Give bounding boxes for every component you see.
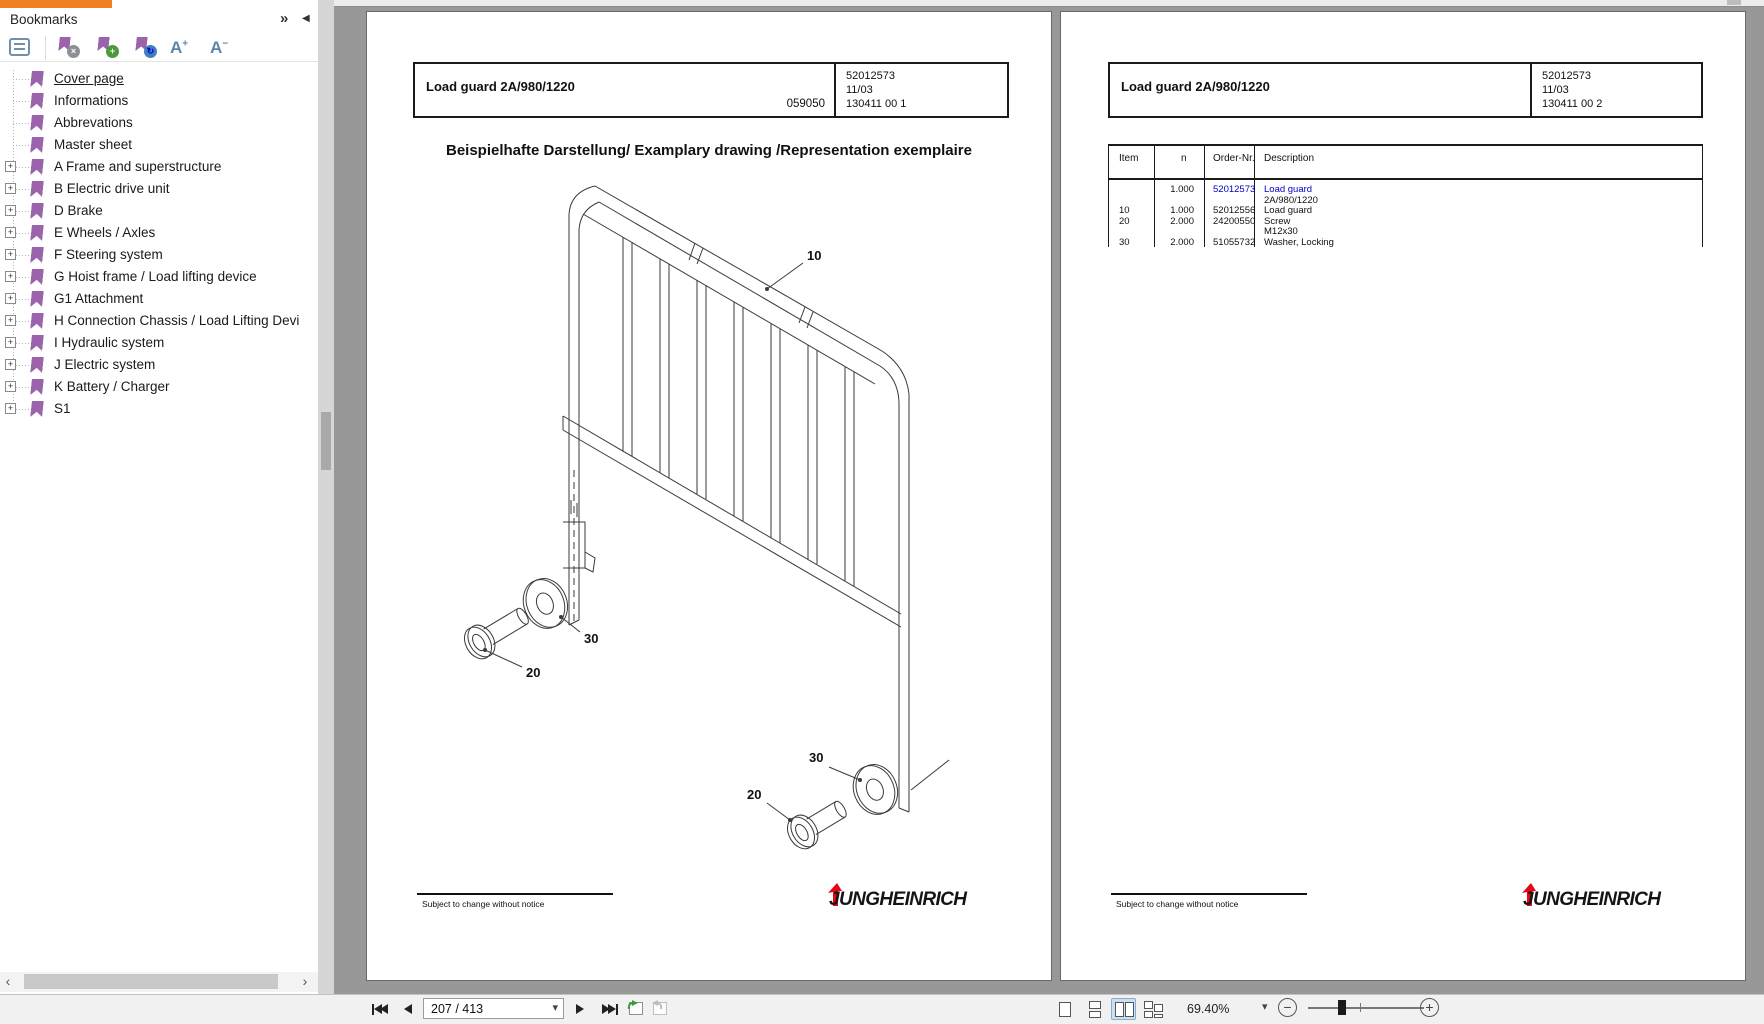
zoom-slider-tick [1360, 1003, 1361, 1012]
bookmark-item[interactable] [0, 156, 318, 178]
bookmark-item[interactable] [0, 398, 318, 420]
pdf-page-right [1060, 11, 1746, 981]
footer-note: Subject to change without notice [422, 899, 545, 909]
bookmark-label[interactable]: J Electric system [54, 357, 156, 372]
expand-plus-icon[interactable]: + [5, 205, 16, 216]
find-current-bookmark-button[interactable] [134, 37, 158, 59]
bookmark-item[interactable] [0, 332, 318, 354]
zoom-in-button[interactable]: + [1420, 998, 1439, 1017]
drawing-number: 130411 00 2 [1542, 98, 1603, 110]
expand-plus-icon[interactable]: + [5, 161, 16, 172]
expand-plus-icon[interactable]: + [5, 271, 16, 282]
bookmark-flag-icon [30, 291, 44, 307]
bookmark-label[interactable]: A Frame and superstructure [54, 159, 222, 174]
bookmark-label[interactable]: G1 Attachment [54, 291, 144, 306]
toolbar-cutoff-mark [1727, 0, 1741, 5]
cell-item: 30 [1119, 236, 1130, 248]
right-page-header-table [1108, 62, 1703, 118]
callout-30-right: 30 [809, 750, 824, 765]
zoom-out-button[interactable]: − [1278, 998, 1297, 1017]
document-number: 52012573 [1542, 70, 1591, 82]
bookmarks-tree [0, 62, 318, 442]
bookmark-item[interactable] [0, 68, 318, 90]
footer-rule [417, 893, 613, 895]
bookmark-item[interactable] [0, 266, 318, 288]
cell-n: 1.000 [1170, 184, 1194, 195]
delete-x-icon: × [67, 45, 80, 58]
bookmark-item[interactable] [0, 376, 318, 398]
parts-table-row [1108, 185, 1703, 196]
cell-ord: 52012556 [1213, 205, 1256, 216]
jungheinrich-logo [1513, 884, 1683, 914]
page-number-value: 207 / 413 [431, 1002, 484, 1016]
callout-20-left: 20 [526, 665, 541, 680]
cell-ord: 51055732 [1213, 236, 1256, 248]
document-date: 11/03 [1542, 84, 1569, 96]
tree-connector [13, 79, 29, 80]
bookmarks-panel-title: Bookmarks [10, 12, 78, 27]
continuous-scroll-view-button[interactable] [1082, 998, 1107, 1020]
bookmarks-panel-header [0, 8, 318, 34]
expand-plus-icon[interactable]: + [5, 359, 16, 370]
two-page-view-button[interactable] [1111, 998, 1136, 1020]
header-number-cell [836, 64, 1007, 116]
new-bookmark-button[interactable] [96, 37, 120, 59]
bookmark-item[interactable] [0, 244, 318, 266]
jungheinrich-logo [819, 884, 989, 914]
zoom-slider-handle[interactable] [1338, 1000, 1346, 1015]
cell-ord: 24200550 [1213, 215, 1256, 227]
bookmark-label[interactable]: K Battery / Charger [54, 379, 170, 394]
delete-bookmark-button[interactable] [57, 37, 81, 59]
logo-wordmark: JUNGHEINRICH [1523, 889, 1661, 910]
bookmark-label[interactable]: S1 [54, 401, 71, 416]
callout-10: 10 [807, 248, 822, 263]
bookmark-flag-icon [30, 137, 44, 153]
bookmark-label[interactable]: Abbrevations [54, 115, 133, 130]
bookmark-item[interactable] [0, 90, 318, 112]
expand-plus-icon[interactable]: + [5, 403, 16, 414]
callout-30-left: 30 [584, 631, 599, 646]
parts-table-row [1108, 227, 1703, 238]
footer-note: Subject to change without notice [1116, 899, 1239, 909]
header-title-cell [1110, 64, 1532, 116]
tree-connector [13, 101, 29, 102]
zoom-dropdown-caret-icon[interactable]: ▾ [1262, 1001, 1268, 1013]
first-page-button[interactable] [372, 999, 388, 1019]
single-page-view-button[interactable] [1052, 998, 1077, 1020]
drawing-number: 130411 00 1 [846, 98, 907, 110]
cell-item [1108, 227, 1154, 238]
scroll-left-icon[interactable]: ‹ [5, 973, 11, 989]
callout-20-right: 20 [747, 787, 762, 802]
zoom-level-value: 69.40% [1187, 1002, 1230, 1016]
header-number-cell [1532, 64, 1701, 116]
bookmark-label[interactable]: B Electric drive unit [54, 181, 170, 196]
bookmark-flag-icon [30, 93, 44, 109]
locate-icon: ↻ [144, 45, 157, 58]
scroll-right-icon[interactable]: › [302, 973, 308, 989]
bookmark-item[interactable] [0, 112, 318, 134]
bookmark-item[interactable] [0, 354, 318, 376]
document-number: 52012573 [846, 70, 895, 82]
decrease-text-size-button[interactable]: A− [210, 38, 229, 57]
bookmark-flag-icon [30, 269, 44, 285]
cell-ord[interactable]: 52012573 [1213, 184, 1256, 195]
bookmark-flag-icon [30, 71, 44, 87]
panel-divider[interactable] [318, 0, 334, 994]
bookmark-label[interactable]: D Brake [54, 203, 103, 218]
cell-desc[interactable]: Load guard [1264, 184, 1313, 195]
left-page-header-table [413, 62, 1009, 118]
cell-desc: Screw [1264, 215, 1291, 227]
load-guard-drawing [377, 170, 1037, 886]
scrollbar-thumb[interactable] [24, 974, 278, 989]
bookmark-flag-icon [30, 159, 44, 175]
column-header-order-nr: Order-Nr. [1213, 153, 1255, 164]
add-plus-icon: + [106, 45, 119, 58]
parts-table-row [1108, 196, 1703, 207]
cell-desc: Load guard [1264, 205, 1313, 216]
expand-plus-icon[interactable]: + [5, 381, 16, 392]
pdf-page-left [366, 11, 1052, 981]
drawing-title: Beispielhafte Darstellung/ Examplary drawing /Representation exemplaire [445, 142, 972, 159]
bookmark-options-list-icon[interactable] [9, 38, 30, 56]
bookmarks-horizontal-scrollbar[interactable] [0, 972, 318, 992]
zoom-slider-track[interactable] [1308, 1007, 1424, 1009]
bookmark-label[interactable]: G Hoist frame / Load lifting device [54, 269, 257, 284]
cell-desc: Washer, Locking [1264, 236, 1334, 248]
column-header-description: Description [1264, 153, 1315, 164]
bookmark-label[interactable]: Master sheet [54, 137, 133, 152]
expand-plus-icon[interactable]: + [5, 183, 16, 194]
expand-plus-icon[interactable]: + [5, 227, 16, 238]
bookmark-item[interactable] [0, 200, 318, 222]
bookmark-flag-icon [30, 181, 44, 197]
bookmark-flag-icon [30, 225, 44, 241]
previous-page-button[interactable] [404, 999, 412, 1019]
next-view-button[interactable] [650, 999, 670, 1017]
bookmark-item[interactable] [0, 288, 318, 310]
bookmark-label[interactable]: E Wheels / Axles [54, 225, 156, 240]
bookmark-flag-icon [30, 357, 44, 373]
bookmark-flag-icon [30, 115, 44, 131]
cell-item: 10 [1119, 205, 1130, 216]
cell-item: 20 [1119, 215, 1130, 227]
previous-view-button[interactable] [626, 999, 646, 1017]
bookmark-flag-icon [30, 335, 44, 351]
bookmark-flag-icon [30, 379, 44, 395]
bookmark-item[interactable] [0, 310, 318, 332]
cell-desc: 2A/980/1220 [1264, 194, 1318, 206]
divider-grab-handle[interactable] [321, 412, 331, 470]
bookmark-label[interactable]: I Hydraulic system [54, 335, 165, 350]
parts-table-row [1108, 206, 1703, 217]
bookmarks-panel [0, 0, 318, 994]
panel-collapse-icon[interactable]: ◀ [302, 13, 310, 24]
panel-options-icon[interactable]: » [280, 10, 287, 27]
column-header-n: n [1181, 153, 1187, 164]
expand-plus-icon[interactable]: + [5, 249, 16, 260]
next-page-button[interactable] [576, 999, 584, 1019]
cell-desc: M12x30 [1264, 226, 1298, 237]
cell-ord [1204, 227, 1254, 238]
bookmark-label[interactable]: F Steering system [54, 247, 163, 262]
parts-table-row [1108, 217, 1703, 228]
page-dropdown-caret-icon[interactable]: ▾ [552, 1002, 558, 1014]
bookmark-item[interactable] [0, 134, 318, 156]
bookmark-flag-icon [30, 313, 44, 329]
table-header-rule [1108, 178, 1703, 180]
footer-rule [1111, 893, 1307, 895]
tree-connector [13, 145, 29, 146]
active-tab-indicator [0, 0, 112, 8]
cell-n: 2.000 [1170, 215, 1194, 227]
bookmark-label[interactable]: Informations [54, 93, 129, 108]
parts-table-body [1108, 185, 1703, 248]
parts-table-row [1108, 238, 1703, 249]
logo-wordmark: JUNGHEINRICH [829, 889, 967, 910]
increase-text-size-button[interactable]: A+ [170, 38, 189, 57]
cell-item [1108, 196, 1154, 207]
toolbar-separator [45, 36, 46, 60]
expand-plus-icon[interactable]: + [5, 315, 16, 326]
part-title: Load guard 2A/980/1220 [1121, 79, 1270, 94]
bookmark-item[interactable] [0, 178, 318, 200]
header-title-cell [415, 64, 836, 116]
two-page-scroll-view-button[interactable] [1140, 998, 1165, 1020]
document-viewport [334, 0, 1764, 994]
expand-plus-icon[interactable]: + [5, 337, 16, 348]
expand-plus-icon[interactable]: + [5, 293, 16, 304]
cell-item [1108, 185, 1154, 196]
bookmark-label[interactable]: H Connection Chassis / Load Lifting Devi [54, 313, 300, 328]
column-header-item: Item [1119, 153, 1139, 164]
bookmark-flag-icon [30, 247, 44, 263]
part-title: Load guard 2A/980/1220 [426, 79, 575, 94]
bookmark-label[interactable]: Cover page [54, 71, 124, 86]
bookmark-flag-icon [30, 401, 44, 417]
page-number-input[interactable] [423, 998, 564, 1019]
document-date: 11/03 [846, 84, 873, 96]
tree-connector [13, 123, 29, 124]
bookmark-item[interactable] [0, 222, 318, 244]
bookmark-flag-icon [30, 203, 44, 219]
cell-n: 1.000 [1170, 205, 1194, 216]
cell-n: 2.000 [1170, 236, 1194, 248]
table-top-rule [1108, 144, 1703, 146]
toolbar-cutoff-strip [334, 0, 1764, 7]
bookmarks-toolbar [0, 34, 318, 62]
cell-n [1154, 227, 1204, 238]
last-page-button[interactable] [602, 999, 618, 1019]
viewer-bottom-toolbar [0, 994, 1764, 1024]
sheet-number: 059050 [786, 98, 825, 110]
